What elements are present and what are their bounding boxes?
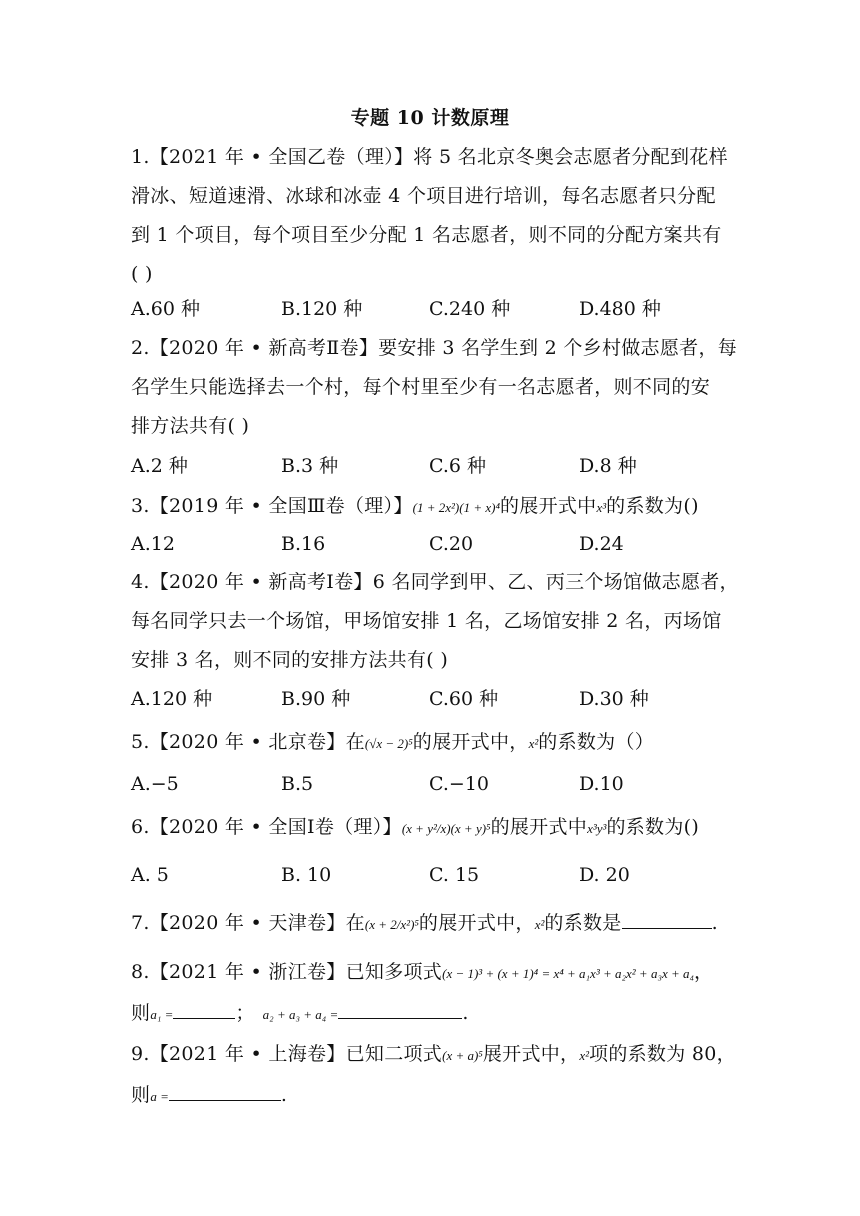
option-a: A.12 (131, 533, 175, 555)
question-2-line-3: 排方法共有( ) (131, 415, 250, 437)
option-a: A.−5 (131, 773, 179, 795)
question-7-line-1 (131, 908, 731, 938)
question-3-variable: x³ (596, 500, 607, 515)
option-c: C.60 种 (429, 688, 499, 710)
question-8-comma: ， (694, 961, 714, 983)
option-d: D.480 种 (579, 298, 661, 320)
question-9-expression: (x + a)⁵ (442, 1048, 483, 1063)
option-c: C.20 (429, 533, 474, 555)
page-title: 专题 10 计数原理 (350, 107, 510, 129)
question-4-line-3: 安排 3 名，则不同的安排方法共有( ) (131, 649, 449, 671)
question-5-variable: x² (528, 736, 539, 751)
question-6-variable: x³y³ (587, 821, 607, 836)
question-8-separator: ； (235, 1002, 255, 1024)
option-d: D.30 种 (579, 688, 649, 710)
option-a: A. 5 (131, 864, 169, 886)
option-b: B.3 种 (281, 455, 339, 477)
option-a: A.2 种 (131, 455, 188, 477)
question-4-line-1: 4.【2020 年 • 新高考Ⅰ卷】6 名同学到甲、乙、丙三个场馆做志愿者， (131, 571, 739, 593)
question-9-variable: x² (579, 1048, 590, 1063)
question-4-options (131, 686, 731, 712)
question-3-options (131, 531, 731, 557)
answer-blank-a1[interactable] (173, 998, 235, 1019)
option-c: C.240 种 (429, 298, 511, 320)
option-d: D.10 (579, 773, 624, 795)
question-6-prefix: 6.【2020 年 • 全国Ⅰ卷（理）】 (131, 816, 402, 838)
question-9-line-2 (131, 1080, 731, 1110)
question-8-line-1 (131, 959, 731, 987)
question-8-a1: a₁ = (150, 1007, 174, 1022)
option-b: B.120 种 (281, 298, 363, 320)
question-2-options (131, 453, 731, 479)
option-a: A.60 种 (131, 298, 200, 320)
question-5-line-1 (131, 729, 731, 757)
question-8-end: . (462, 1002, 469, 1024)
question-7-suffix: 的系数是 (544, 912, 622, 934)
option-c: C.−10 (429, 773, 489, 795)
option-c: C.6 种 (429, 455, 487, 477)
answer-blank[interactable] (169, 1080, 281, 1101)
question-6-options (131, 862, 731, 888)
question-3-middle: 的展开式中 (499, 495, 597, 517)
question-5-prefix: 5.【2020 年 • 北京卷】在 (131, 731, 365, 753)
question-7-end: . (711, 912, 718, 934)
question-3-prefix: 3.【2019 年 • 全国Ⅲ卷（理）】 (131, 495, 413, 517)
question-1-line-3: 到 1 个项目，每个项目至少分配 1 名志愿者，则不同的分配方案共有 (131, 224, 722, 246)
question-8-prefix: 8.【2021 年 • 浙江卷】已知多项式 (131, 961, 443, 983)
option-b: B.5 (281, 773, 314, 795)
option-d: D.24 (579, 533, 624, 555)
question-8-line-2-prefix: 则 (131, 1002, 151, 1024)
question-5-suffix: 的系数为（） (538, 731, 655, 753)
question-7-expression: (x + 2/x²)⁵ (364, 917, 419, 932)
question-7-prefix: 7.【2020 年 • 天津卷】在 (131, 912, 365, 934)
option-c: C. 15 (429, 864, 480, 886)
question-4-line-2: 每名同学只去一个场馆，甲场馆安排 1 名，乙场馆安排 2 名，丙场馆 (131, 610, 722, 632)
question-3-suffix: 的系数为() (606, 495, 699, 517)
answer-blank[interactable] (622, 908, 712, 929)
option-a: A.120 种 (131, 688, 213, 710)
option-b: B.90 种 (281, 688, 351, 710)
question-9-line-1 (131, 1041, 736, 1069)
question-9-a: a = (150, 1089, 169, 1104)
option-d: D.8 种 (579, 455, 637, 477)
answer-blank-sum[interactable] (338, 998, 462, 1019)
question-2-line-2: 名学生只能选择去一个村，每个村里至少有一名志愿者，则不同的安 (131, 376, 711, 398)
question-5-middle: 的展开式中， (412, 731, 529, 753)
question-7-middle: 的展开式中， (418, 912, 535, 934)
question-6-line-1 (131, 814, 731, 842)
option-d: D. 20 (579, 864, 630, 886)
option-b: B. 10 (281, 864, 332, 886)
question-8-expression: (x − 1)³ + (x + 1)⁴ = x⁴ + a₁x³ + a₂x² + a₃x + a₄ (442, 966, 695, 981)
question-3-line-1 (131, 493, 731, 521)
question-5-options (131, 771, 731, 797)
question-6-suffix: 的系数为() (606, 816, 700, 838)
question-9-end: . (280, 1084, 288, 1106)
question-1-line-2: 滑冰、短道速滑、冰球和冰壶 4 个项目进行培训，每名志愿者只分配 (131, 185, 716, 207)
question-8-line-2 (131, 998, 731, 1028)
question-1-line-1: 1.【2021 年 • 全国乙卷（理）】将 5 名北京冬奥会志愿者分配到花样 (131, 146, 728, 168)
question-1-line-4: ( ) (131, 263, 153, 285)
question-5-expression: (√x − 2)⁵ (364, 736, 413, 751)
question-9-line-2-prefix: 则 (131, 1084, 151, 1106)
question-7-variable: x² (534, 917, 545, 932)
question-1-options (131, 296, 731, 322)
option-b: B.16 (281, 533, 326, 555)
question-8-sum: a₂ + a₃ + a₄ = (262, 1007, 339, 1022)
question-9-middle: 展开式中， (482, 1043, 580, 1065)
question-2-line-1: 2.【2020 年 • 新高考Ⅱ卷】要安排 3 名学生到 2 个乡村做志愿者，每 (131, 337, 738, 359)
question-3-expression: (1 + 2x²)(1 + x)⁴ (412, 500, 500, 515)
question-6-expression: (x + y²/x)(x + y)⁵ (401, 821, 491, 836)
question-9-prefix: 9.【2021 年 • 上海卷】已知二项式 (131, 1043, 443, 1065)
question-6-middle: 的展开式中 (490, 816, 588, 838)
question-9-suffix: 项的系数为 80， (589, 1043, 736, 1065)
